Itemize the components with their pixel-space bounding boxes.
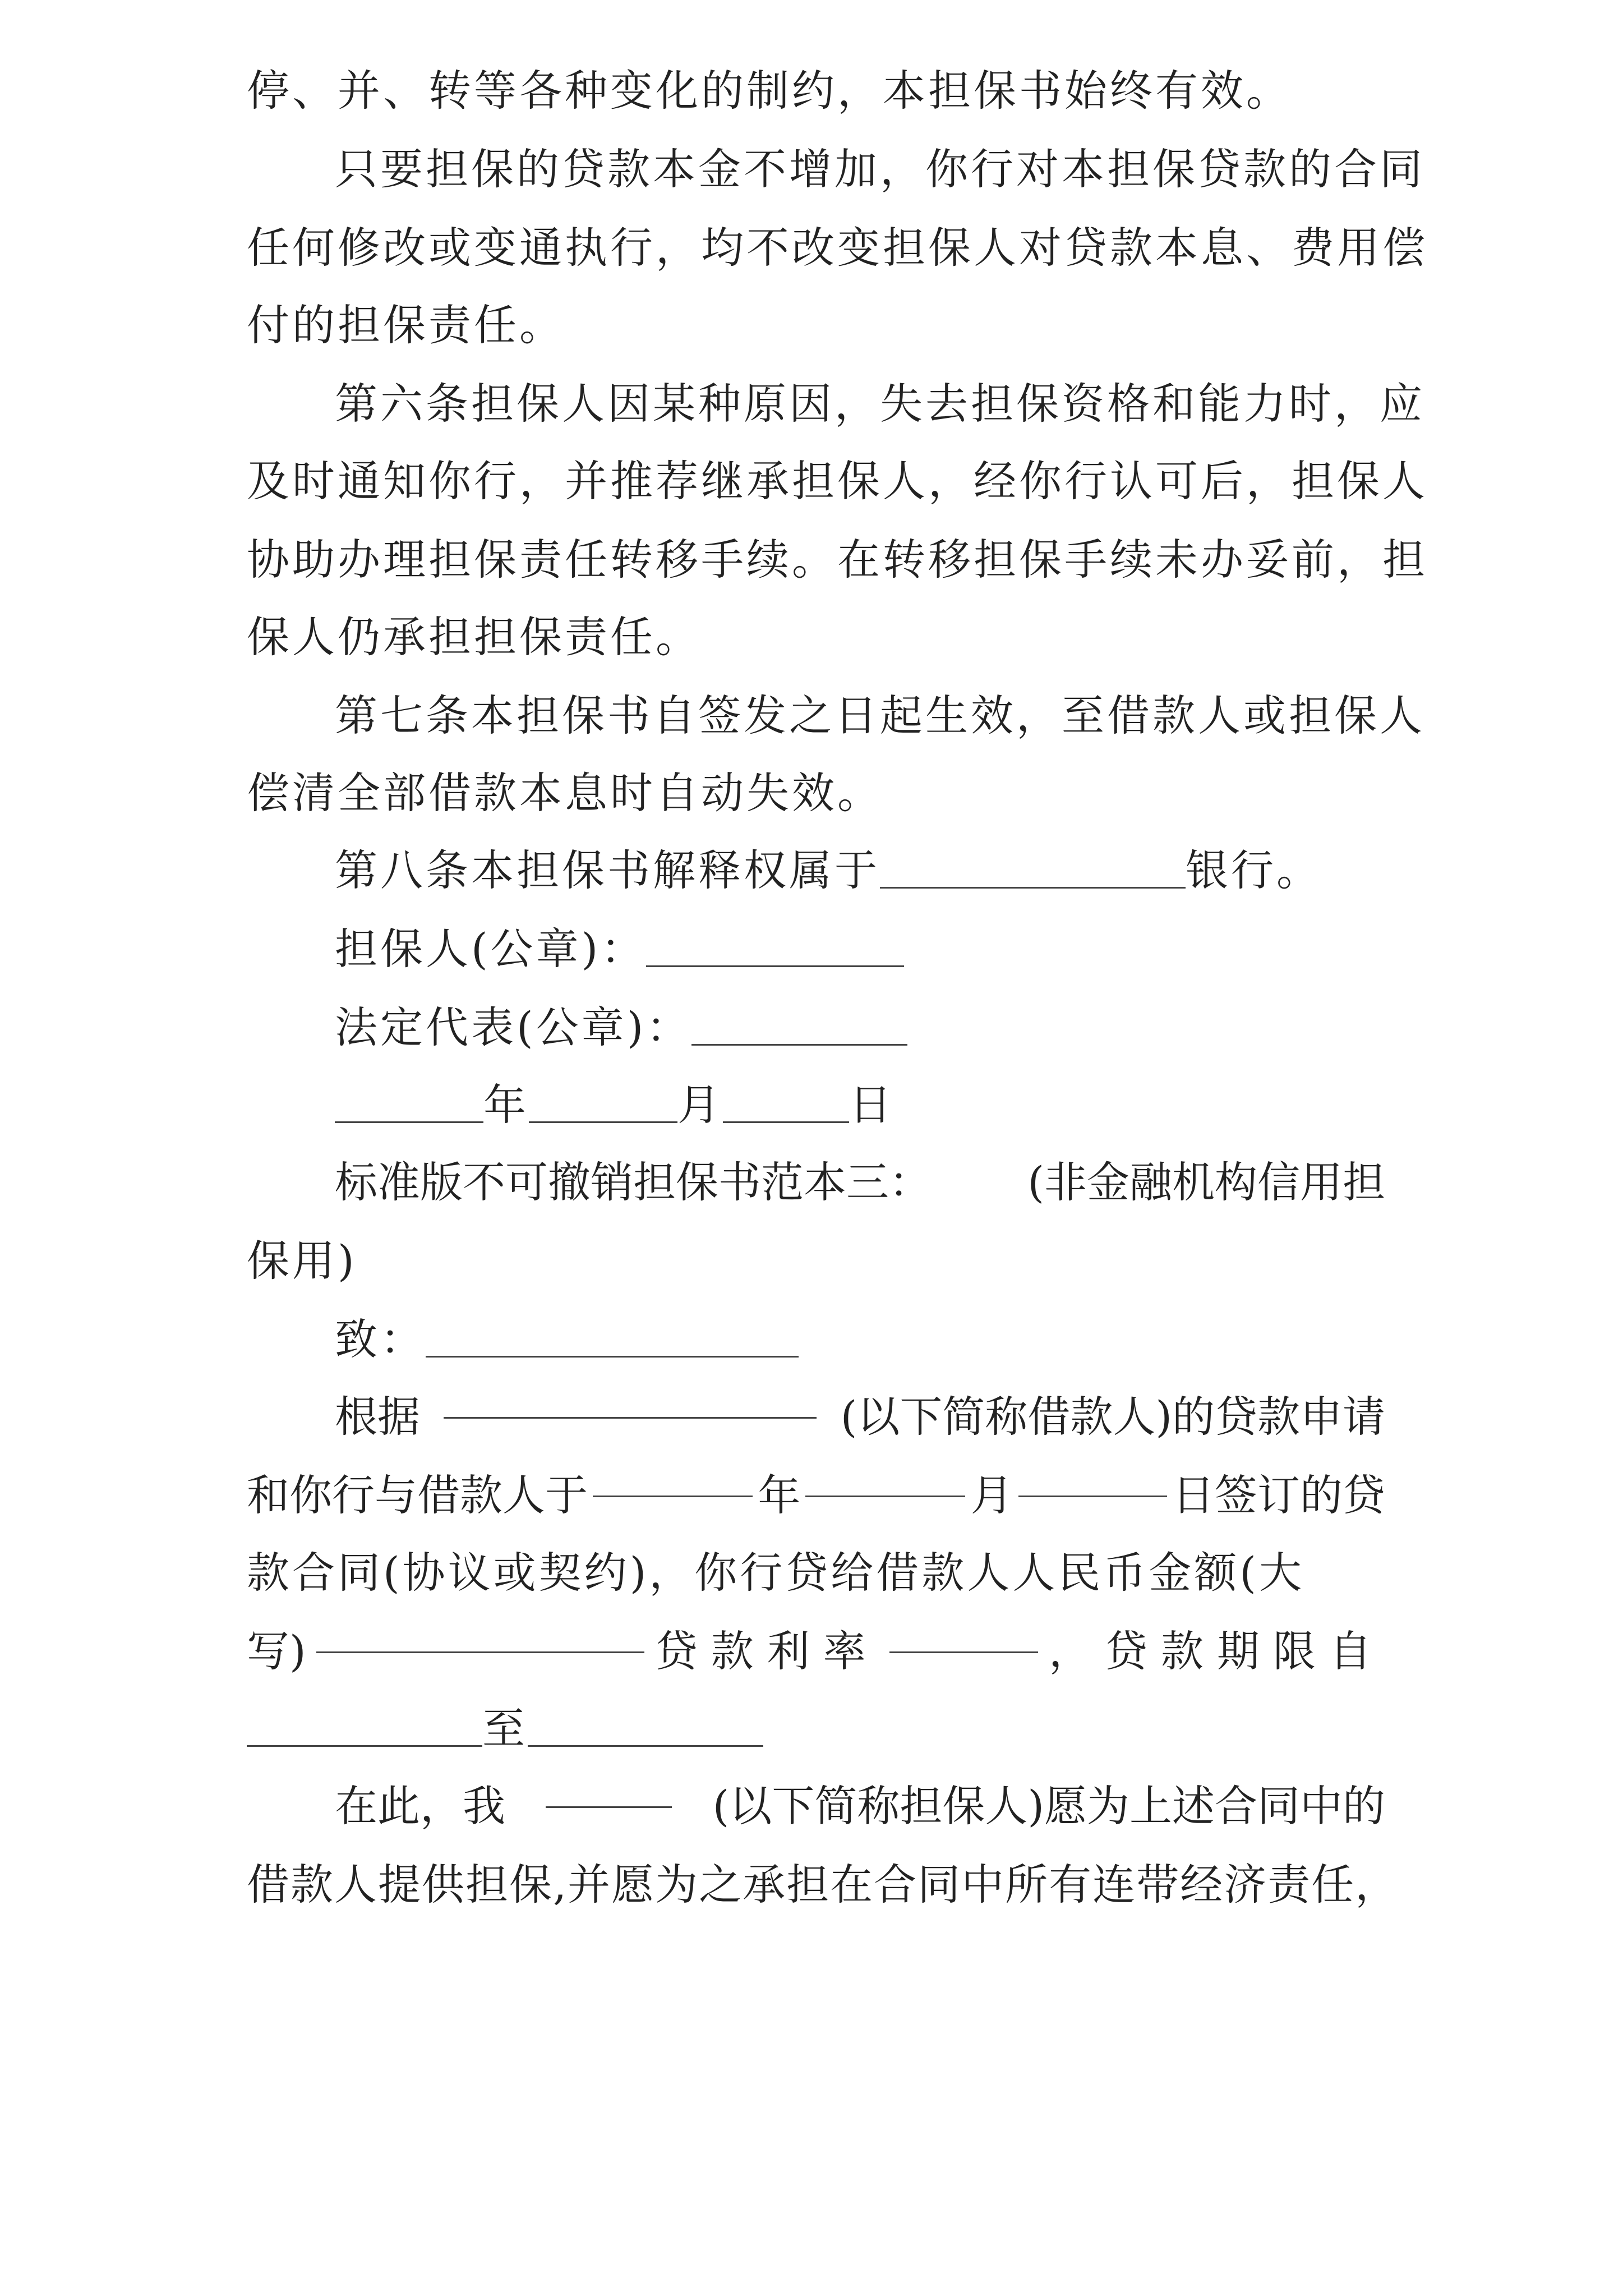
- addressee-line: [335, 1300, 1385, 1379]
- term-end-field[interactable]: [528, 1709, 763, 1747]
- clause-8-line: [335, 831, 1385, 910]
- legal-rep-signature-line: [335, 988, 1385, 1067]
- declaration-line-1: [335, 1767, 1385, 1846]
- text-line: 付的担保责任。: [247, 300, 565, 350]
- text-line: 停、并、转等各种变化的制约，本担保书始终有效。: [247, 66, 1292, 116]
- contract-day-field[interactable]: [1018, 1460, 1167, 1497]
- declaration-line-2: 借款人提供担保,并愿为之承担在合同中所有连带经济责任，: [247, 1860, 1399, 1910]
- declaration-text: 在此，我: [335, 1781, 505, 1831]
- guarantor-signature-line: [335, 910, 1385, 988]
- amount-field[interactable]: [316, 1616, 644, 1653]
- basis-line-1: [335, 1378, 1385, 1456]
- month-label: 月: [677, 1080, 723, 1130]
- basis-text: (以下简称借款人)的贷款申请: [840, 1392, 1385, 1442]
- legal-rep-seal-field[interactable]: [691, 1008, 907, 1046]
- text-line: 保人仍承担担保责任。: [247, 612, 701, 662]
- template-note: (非金融机构信用担: [1027, 1157, 1385, 1207]
- basis-line-3: 款合同(协议或契约)，你行贷给借款人人民币金额(大: [247, 1548, 1304, 1598]
- template-note-continued: 保用): [247, 1236, 357, 1286]
- guarantor-name-field[interactable]: [546, 1770, 672, 1808]
- term-start-field[interactable]: [247, 1709, 482, 1747]
- basis-text: 至: [482, 1704, 528, 1754]
- contract-year-field[interactable]: [593, 1460, 753, 1497]
- day-label: 日: [849, 1080, 895, 1130]
- basis-text: 根据: [335, 1392, 420, 1442]
- text-line: 及时通知你行，并推荐继承担保人，经你行认可后，担保人: [247, 456, 1428, 506]
- clause-8-suffix: 银行。: [1186, 845, 1322, 895]
- day-field[interactable]: [723, 1085, 849, 1123]
- text-line: 协助办理担保责任转移手续。在转移担保手续未办妥前，担: [247, 535, 1428, 585]
- text-line: 第七条本担保书自签发之日起生效，至借款人或担保人: [335, 691, 1425, 740]
- template-title: 标准版不可撤销担保书范本三：: [335, 1157, 932, 1207]
- clause-8-text: 第八条本担保书解释权属于: [335, 845, 880, 895]
- date-line: [335, 1066, 1385, 1144]
- basis-text: 写): [247, 1626, 306, 1676]
- basis-text: 贷款利率: [654, 1626, 879, 1676]
- borrower-name-field[interactable]: [444, 1381, 817, 1419]
- text-line: 任何修改或变通执行，均不改变担保人对贷款本息、费用偿: [247, 223, 1428, 273]
- declaration-text: (以下简称担保人)愿为上述合同中的: [712, 1781, 1385, 1831]
- basis-line-5: [247, 1690, 1385, 1768]
- month-field[interactable]: [529, 1085, 677, 1123]
- guarantor-seal-field[interactable]: [646, 930, 904, 967]
- legal-rep-label: 法定代表(公章)：: [335, 1002, 692, 1052]
- basis-text: 月: [970, 1470, 1013, 1520]
- guarantor-label: 担保人(公章)：: [335, 924, 647, 974]
- basis-text: 年: [758, 1470, 801, 1520]
- bank-name-field[interactable]: [880, 851, 1186, 889]
- to-label: 致：: [335, 1314, 426, 1364]
- text-line: 偿清全部借款本息时自动失效。: [247, 768, 883, 818]
- contract-month-field[interactable]: [805, 1460, 965, 1497]
- year-label: 年: [483, 1080, 529, 1130]
- interest-rate-field[interactable]: [889, 1616, 1038, 1653]
- text-line: 只要担保的贷款本金不增加，你行对本担保贷款的合同: [335, 144, 1425, 194]
- basis-text: 日签订的贷: [1172, 1470, 1385, 1520]
- basis-line-2: [247, 1456, 1385, 1535]
- text-line: 第六条担保人因某种原因，失去担保资格和能力时，应: [335, 379, 1425, 429]
- basis-text: 和你行与借款人于: [247, 1470, 588, 1520]
- addressee-field[interactable]: [426, 1320, 799, 1358]
- basis-text: ，贷款期限自: [1048, 1626, 1385, 1676]
- basis-line-4: [247, 1612, 1385, 1691]
- template-title-line: [335, 1143, 1385, 1222]
- year-field[interactable]: [335, 1085, 483, 1123]
